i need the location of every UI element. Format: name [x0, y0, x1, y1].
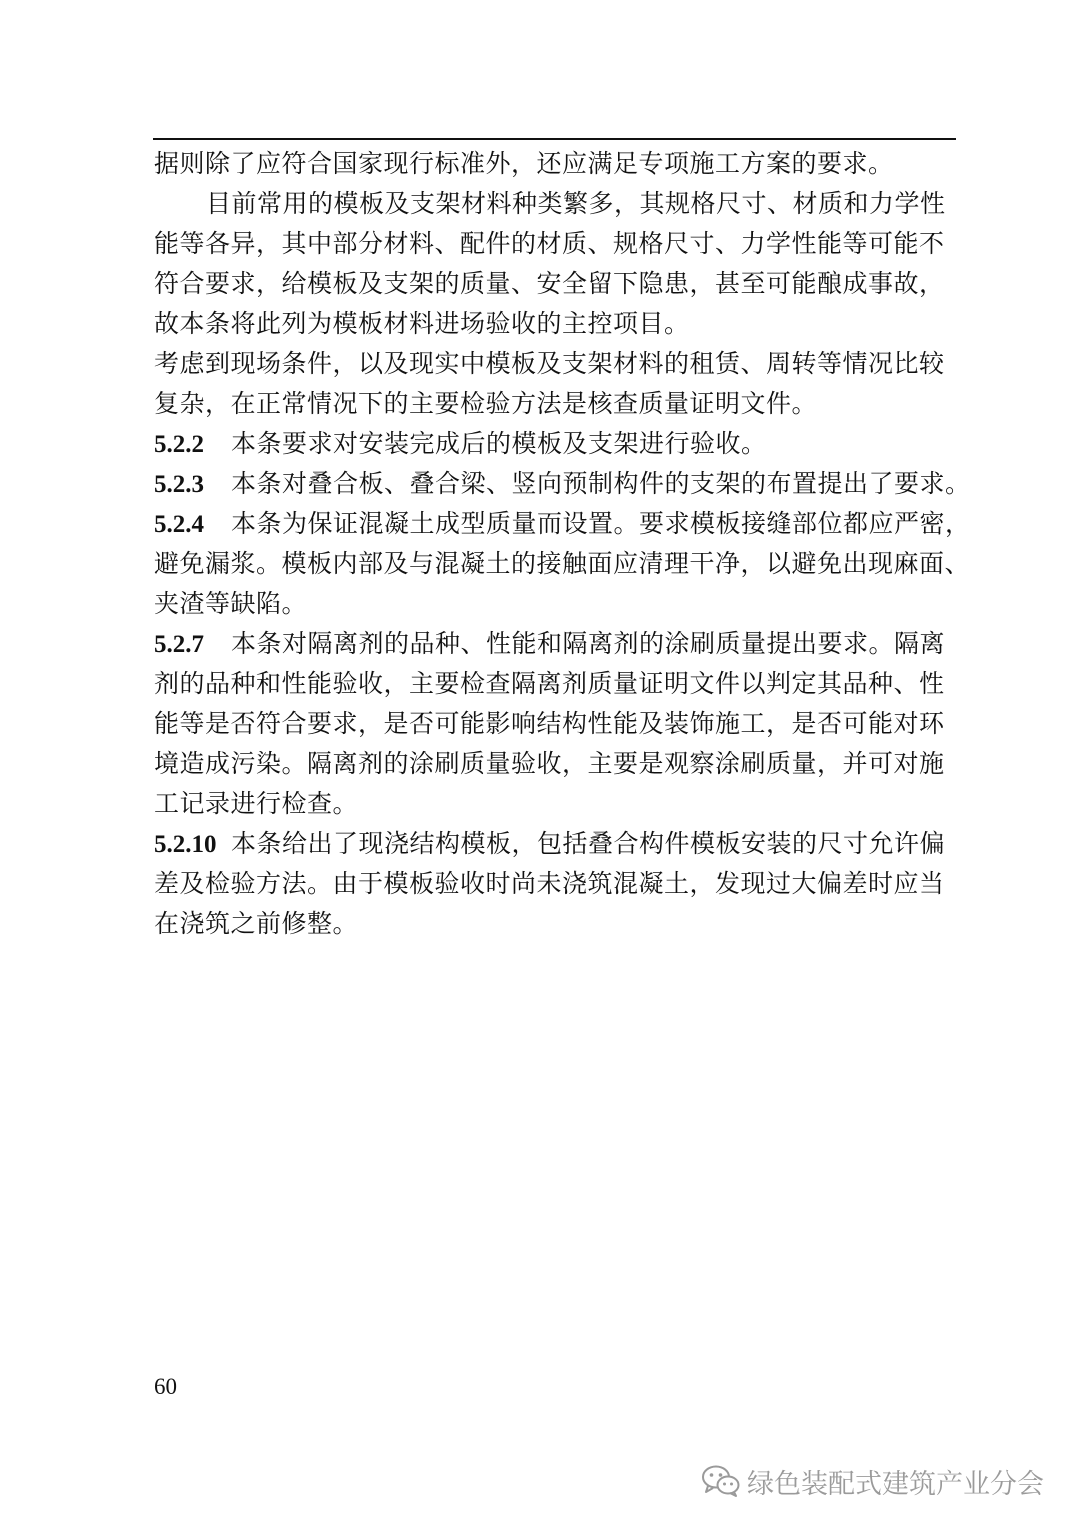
- clause-5-2-10-line-2: 差及检验方法。由于模板验收时尚未浇筑混凝土，发现过大偏差时应当: [154, 869, 945, 898]
- paragraph-1-line-3: 符合要求，给模板及支架的质量、安全留下隐患，甚至可能酿成事故，: [154, 269, 945, 298]
- wechat-icon: [701, 1464, 741, 1498]
- clause-5-2-3: [154, 464, 971, 504]
- clause-5-2-2: [154, 424, 954, 464]
- clause-5-2-7: [154, 624, 954, 664]
- clause-number: 5.2.3: [154, 471, 204, 498]
- paragraph-1-line-2: 能等各异，其中部分材料、配件的材质、规格尺寸、力学性能等可能不: [154, 229, 945, 258]
- watermark-text: 绿色装配式建筑产业分会: [747, 1468, 1044, 1500]
- page-number: 60: [154, 1374, 177, 1399]
- clause-5-2-7-line-4: 境造成污染。隔离剂的涂刷质量验收，主要是观察涂刷质量，并可对施: [154, 749, 945, 778]
- paragraph-2-line-1: 考虑到现场条件，以及现实中模板及支架材料的租赁、周转等情况比较: [154, 349, 945, 378]
- header-rule: [153, 138, 956, 140]
- clause-5-2-10-line-3: 在浇筑之前修整。: [154, 909, 359, 938]
- clause-number: 5.2.10: [154, 831, 217, 858]
- clause-5-2-4-line-2: 避免漏浆。模板内部及与混凝土的接触面应清理干净，以避免出现麻面、: [154, 549, 971, 578]
- clause-5-2-4: [154, 504, 971, 544]
- clause-text: 本条为保证混凝土成型质量而设置。要求模板接缝部位都应严密，: [231, 509, 971, 538]
- clause-5-2-7-line-5: 工记录进行检查。: [154, 789, 359, 818]
- clause-text: 本条对叠合板、叠合梁、竖向预制构件的支架的布置提出了要求。: [231, 469, 971, 498]
- paragraph-2-line-2: 复杂，在正常情况下的主要检验方法是核查质量证明文件。: [154, 389, 818, 418]
- clause-text: 本条要求对安装完成后的模板及支架进行验收。: [231, 429, 767, 458]
- clause-number: 5.2.4: [154, 511, 204, 538]
- clause-5-2-10: [154, 824, 954, 864]
- watermark: [701, 1459, 1044, 1503]
- clause-number: 5.2.2: [154, 431, 204, 458]
- clause-5-2-7-line-3: 能等是否符合要求，是否可能影响结构性能及装饰施工，是否可能对环: [154, 709, 945, 738]
- clause-number: 5.2.7: [154, 631, 204, 658]
- paragraph-1-line-4: 故本条将此列为模板材料进场验收的主控项目。: [154, 309, 690, 338]
- clause-5-2-7-line-2: 剂的品种和性能验收，主要检查隔离剂质量证明文件以判定其品种、性: [154, 669, 945, 698]
- intro-line: 据则除了应符合国家现行标准外，还应满足专项施工方案的要求。: [154, 149, 894, 178]
- clause-text: 本条给出了现浇结构模板，包括叠合构件模板安装的尺寸允许偏: [231, 829, 946, 858]
- paragraph-1-line-1: 目前常用的模板及支架材料种类繁多，其规格尺寸、材质和力学性: [206, 189, 946, 218]
- clause-5-2-4-line-3: 夹渣等缺陷。: [154, 589, 308, 618]
- clause-text: 本条对隔离剂的品种、性能和隔离剂的涂刷质量提出要求。隔离: [231, 629, 946, 658]
- document-body: [154, 144, 971, 944]
